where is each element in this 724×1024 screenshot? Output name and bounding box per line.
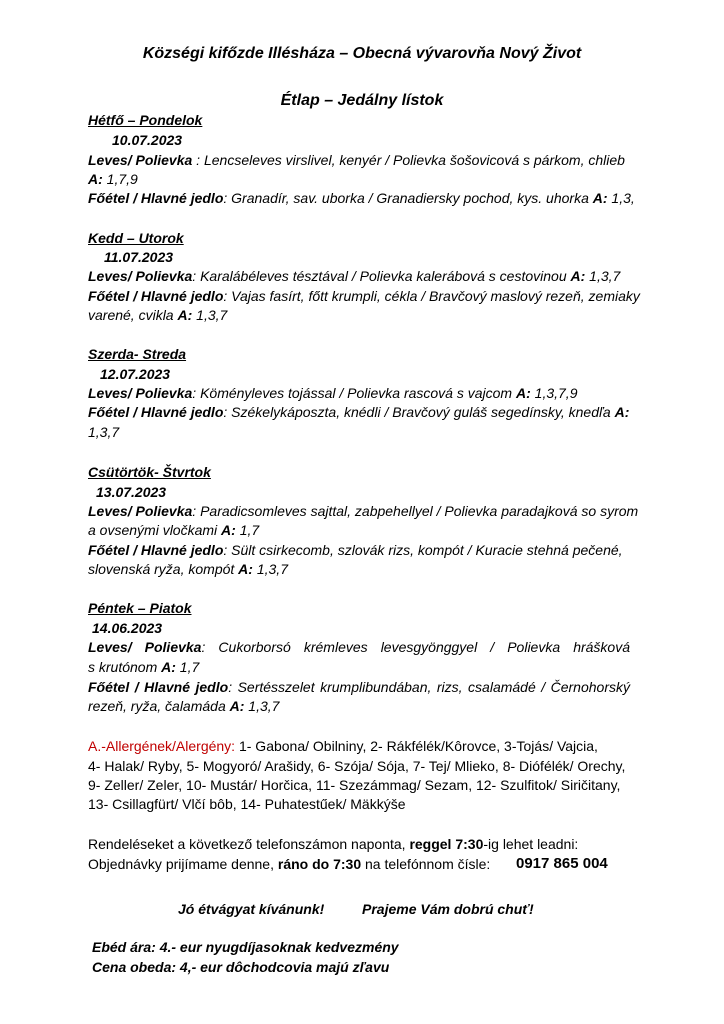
day-heading-friday: Péntek – Piatok <box>88 600 192 616</box>
day-date-monday: 10.07.2023 <box>112 132 183 148</box>
page-subtitle: Étlap – Jedálny lístok <box>280 92 444 109</box>
main-line2-thursday: slovenská ryža, kompót A: 1,3,7 <box>88 561 288 577</box>
order-info-sk: Objednávky prijímame denne, ráno do 7:30 na telefónnom čísle: <box>88 856 491 872</box>
day-heading-tuesday: Kedd – Utorok <box>88 230 184 246</box>
day-heading-monday: Hétfő – Pondelok <box>88 112 203 128</box>
day-date-thursday: 13.07.2023 <box>96 484 167 500</box>
main-line-friday: Főétel / Hlavné jedlo: Sertésszelet krumplibundában, rizs, csalamádé / Černohorský <box>88 679 630 695</box>
allergen-legend-line3: 9- Zeller/ Zeler, 10- Mustár/ Horčica, 11- Szezámmag/ Sezam, 12- Szulfitok/ Siričitany, <box>88 777 621 793</box>
greeting-sk: Prajeme Vám dobrú chuť! <box>362 901 534 917</box>
main-line2-tuesday: varené, cvikla A: 1,3,7 <box>88 307 228 323</box>
day-date-wednesday: 12.07.2023 <box>100 366 171 382</box>
allergen-legend-label: A.-Allergének/Alergény: <box>88 738 236 754</box>
order-info-hu: Rendeléseket a következő telefonszámon naponta, reggel 7:30-ig lehet leadni: <box>88 836 579 852</box>
allergen-legend-line1: A.-Allergének/Alergény: 1- Gabona/ Obilniny, 2- Rákfélék/Kôrovce, 3-Tojás/ Vajcia, <box>88 738 598 754</box>
allergen-legend-line2: 4- Halak/ Ryby, 5- Mogyoró/ Arašidy, 6- Szója/ Sója, 7- Tej/ Mlieko, 8- Diófélék/ Orechy, <box>88 758 626 774</box>
soup-allergens-monday: A: 1,7,9 <box>88 171 138 187</box>
day-date-friday: 14.06.2023 <box>92 620 163 636</box>
day-heading-thursday: Csütörtök- Štvrtok <box>88 464 211 480</box>
day-date-tuesday: 11.07.2023 <box>104 249 174 265</box>
soup-line-tuesday: Leves/ Polievka: Karalábéleves tésztával / Polievka kalerábová s cestovinou A: 1,3,7 <box>88 268 621 284</box>
main-allergens-wednesday: 1,3,7 <box>88 424 120 440</box>
soup-line-monday: Leves/ Polievka : Lencseleves virslivel, kenyér / Polievka šošovicová s párkom, chlieb <box>88 152 625 168</box>
soup-line2-thursday: a ovsenými vločkami A: 1,7 <box>88 522 260 538</box>
price-info-hu: Ebéd ára: 4.- eur nyugdíjasoknak kedvezmény <box>92 939 399 955</box>
main-line-wednesday: Főétel / Hlavné jedlo: Székelykáposzta, knédli / Bravčový guláš segedínsky, knedľa A: <box>88 404 630 420</box>
page-title: Községi kifőzde Illésháza – Obecná vývarovňa Nový Život <box>142 45 582 62</box>
price-info-sk: Cena obeda: 4,- eur dôchodcovia majú zľavu <box>92 959 390 975</box>
day-heading-wednesday: Szerda- Streda <box>88 346 187 362</box>
phone-number: 0917 865 004 <box>516 855 608 872</box>
soup-line2-friday: s krutónom A: 1,7 <box>88 659 200 675</box>
greeting-hu: Jó étvágyat kívánunk! <box>178 901 325 917</box>
main-line-thursday: Főétel / Hlavné jedlo: Sült csirkecomb, szlovák rizs, kompót / Kuracie stehná pečené, <box>88 542 623 558</box>
soup-line-thursday: Leves/ Polievka: Paradicsomleves sajttal, zabpehellyel / Polievka paradajková so syrom <box>88 503 639 519</box>
main-line-tuesday: Főétel / Hlavné jedlo: Vajas fasírt, főtt krumpli, cékla / Bravčový maslový rezeň, zemiaky <box>88 288 640 304</box>
main-line-monday: Főétel / Hlavné jedlo: Granadír, sav. uborka / Granadiersky pochod, kys. uhorka A: 1,3, <box>88 190 635 206</box>
main-line2-friday: rezeň, ryža, čalamáda A: 1,3,7 <box>88 698 280 714</box>
soup-line-friday: Leves/ Polievka: Cukorborsó krémleves levesgyönggyel / Polievka hrášková <box>88 639 630 655</box>
soup-line-wednesday: Leves/ Polievka: Köményleves tojással / Polievka rascová s vajcom A: 1,3,7,9 <box>88 385 578 401</box>
allergen-legend-line4: 13- Csillagfürt/ Vlčí bôb, 14- Puhatestűek/ Mäkkýše <box>88 796 406 812</box>
